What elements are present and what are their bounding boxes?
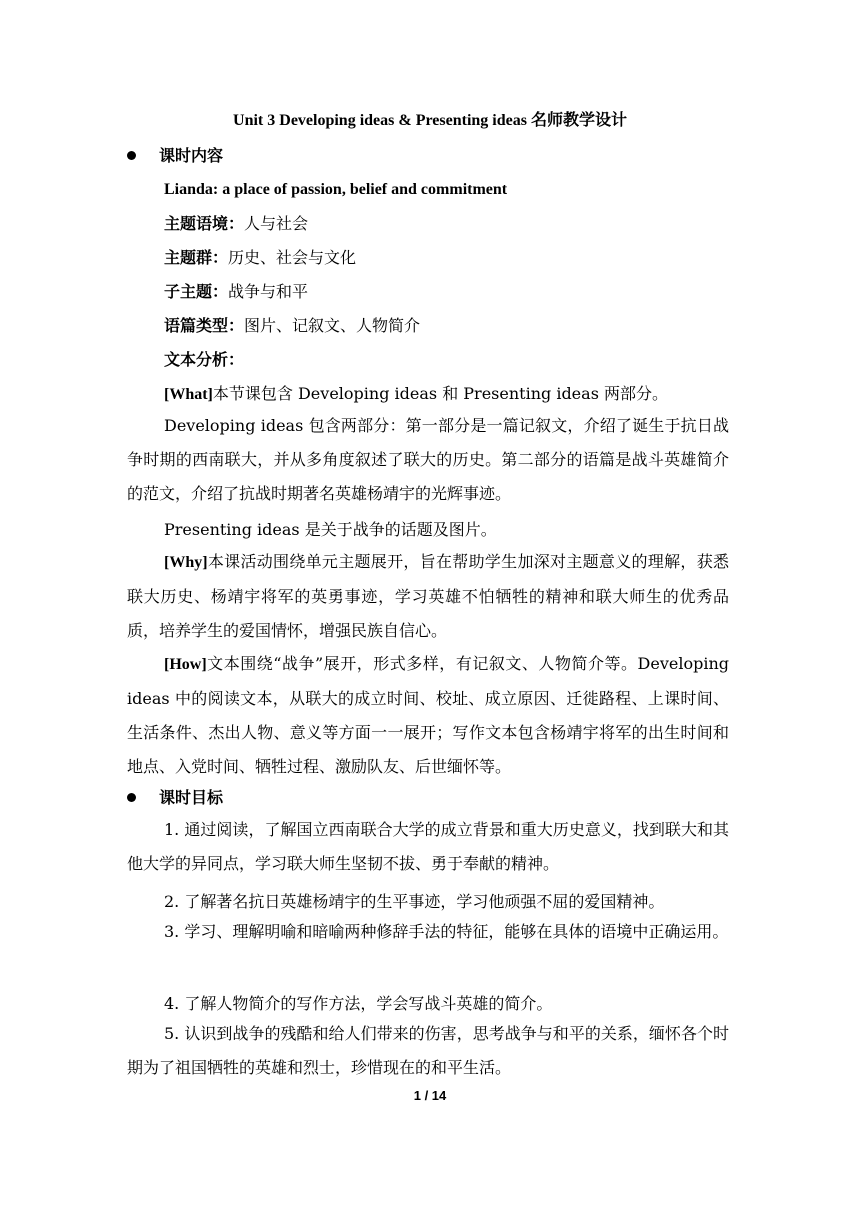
bullet-icon bbox=[127, 793, 136, 802]
goal-item-4: 4. 了解人物简介的写作方法，学会写战斗英雄的简介。 bbox=[164, 994, 553, 1013]
section-heading-lesson-content: 课时内容 bbox=[127, 144, 223, 168]
theme-context: 主题语境：人与社会 bbox=[164, 214, 309, 233]
goal-item-1: 1. 通过阅读，了解国立西南联合大学的成立背景和重大历史意义，找到联大和其他大学的异同点，学习联大师生坚韧不拔、勇于奉献的精神。 bbox=[127, 820, 729, 873]
goal-item-5: 5. 认识到战争的残酷和给人们带来的伤害，思考战争与和平的关系，缅怀各个时期为了祖国牺牲的英雄和烈士，珍惜现在的和平生活。 bbox=[127, 1024, 729, 1077]
goal-item-2: 2. 了解著名抗日英雄杨靖宇的生平事迹，学习他顽强不屈的爱国精神。 bbox=[164, 892, 665, 911]
lesson-title: Lianda: a place of passion, belief and commitment bbox=[164, 181, 508, 198]
developing-ideas-paragraph: Developing ideas 包含两部分：第一部分是一篇记叙文，介绍了诞生于抗日战争时期的西南联大，并从多角度叙述了联大的历史。第二部分的语篇是战斗英雄简介的范文，介绍了抗战时期著名英雄杨靖宇的光辉事迹。 bbox=[127, 416, 729, 503]
bullet-icon bbox=[127, 151, 136, 160]
page-title: Unit 3 Developing ideas & Presenting ideas 名师教学设计 bbox=[233, 112, 627, 129]
theme-group: 主题群：历史、社会与文化 bbox=[164, 248, 357, 267]
how-paragraph: [How]文本围绕“战争”展开，形式多样，有记叙文、人物简介等。Developing ideas 中的阅读文本，从联大的成立时间、校址、成立原因、迁徙路程、上课时间、生活条件、杰出人物、意义等方面一一展开；写作文本包含杨靖宇将军的出生时间和地点、入党时间、牺牲过程、激励队友、后世缅怀等。 bbox=[127, 654, 729, 776]
why-paragraph: [Why]本课活动围绕单元主题展开，旨在帮助学生加深对主题意义的理解，获悉联大历史、杨靖宇将军的英勇事迹，学习英雄不怕牺牲的精神和联大师生的优秀品质，培养学生的爱国情怀，增强民族自信心。 bbox=[127, 552, 729, 640]
goal-item-3: 3. 学习、理解明喻和暗喻两种修辞手法的特征，能够在具体的语境中正确运用。 bbox=[164, 922, 729, 941]
page-indicator: 1 / 14 bbox=[413, 1088, 447, 1103]
what-paragraph: [What]本节课包含 Developing ideas 和 Presenting ideas 两部分。 bbox=[164, 384, 668, 403]
text-analysis-label: 文本分析： bbox=[164, 350, 245, 369]
text-type: 语篇类型：图片、记叙文、人物简介 bbox=[164, 316, 421, 335]
sub-theme: 子主题：战争与和平 bbox=[164, 282, 309, 301]
presenting-ideas-paragraph: Presenting ideas 是关于战争的话题及图片。 bbox=[164, 520, 497, 539]
section-heading-lesson-goals: 课时目标 bbox=[127, 786, 223, 810]
